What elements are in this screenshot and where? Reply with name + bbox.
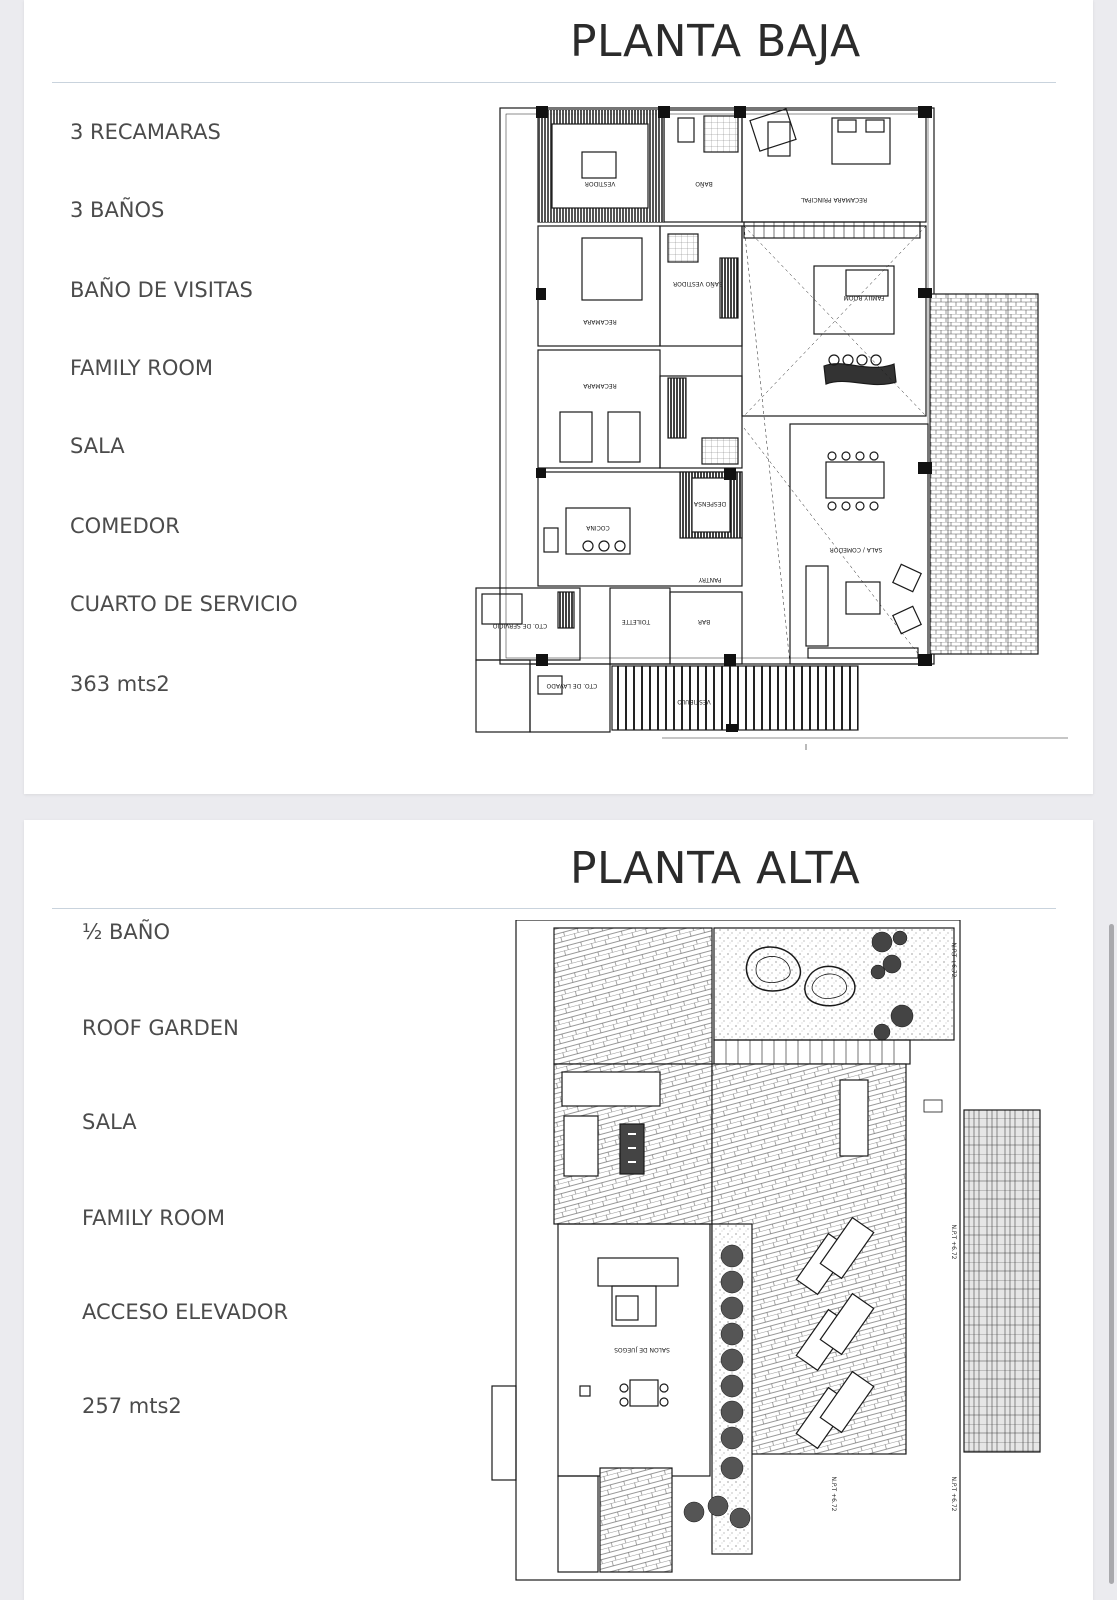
- feature-item: 363 mts2: [70, 672, 170, 696]
- label-bano: BAÑO: [695, 180, 713, 187]
- label-despensa: DESPENSA: [693, 500, 727, 507]
- label-vestibulo: VESTIBULO: [677, 698, 711, 705]
- upper-floor-title: PLANTA ALTA: [570, 843, 861, 894]
- label-recamara-principal: RECAMARA PRINCIPAL: [800, 196, 868, 203]
- feature-item: SALA: [82, 1110, 137, 1134]
- label-vestidor: VESTIDOR: [584, 180, 616, 187]
- feature-item: 257 mts2: [82, 1394, 182, 1418]
- upper-floor-card: [24, 820, 1093, 1600]
- feature-item: SALA: [70, 434, 125, 458]
- label-cto-lavado: CTO. DE LAVADO: [546, 682, 598, 689]
- feature-item: ACCESO ELEVADOR: [82, 1300, 289, 1324]
- feature-item: COMEDOR: [70, 514, 180, 538]
- label-bar: BAR: [697, 618, 711, 625]
- feature-item: 3 RECAMARAS: [70, 120, 221, 144]
- label-salon-juegos: SALON DE JUEGOS: [614, 1346, 670, 1353]
- label-npt: N.P.T +6.72: [950, 942, 957, 978]
- label-bano-vestidor: BAÑO VESTIDOR: [673, 280, 723, 287]
- label-npt: N.P.T +6.72: [950, 1224, 957, 1260]
- ground-floor-card: [24, 0, 1093, 794]
- feature-item: ROOF GARDEN: [82, 1016, 239, 1040]
- label-npt: N.P.T +6.72: [830, 1476, 837, 1512]
- label-sala-comedor: SALA / COMEDOR: [829, 546, 883, 553]
- label-npt: N.P.T +6.72: [950, 1476, 957, 1512]
- feature-item: FAMILY ROOM: [70, 356, 214, 380]
- title-divider: [52, 908, 1056, 909]
- label-family-room: FAMILY ROOM: [843, 294, 885, 301]
- feature-item: ½ BAÑO: [82, 920, 171, 944]
- vertical-scrollbar[interactable]: [1109, 924, 1114, 1584]
- ground-floor-plan: [448, 98, 1068, 758]
- label-recamara: RECAMARA: [583, 318, 617, 325]
- label-recamara: RECAMARA: [583, 382, 617, 389]
- feature-item: CUARTO DE SERVICIO: [70, 592, 298, 616]
- label-toilette: TOILETTE: [621, 618, 651, 625]
- upper-floor-plan: [462, 920, 1062, 1600]
- label-pantry: PANTRY: [698, 576, 722, 583]
- feature-item: FAMILY ROOM: [82, 1206, 226, 1230]
- label-cto-servicio: CTO. DE SERVICIO: [492, 622, 548, 629]
- feature-item: BAÑO DE VISITAS: [70, 278, 253, 302]
- label-cocina: COCINA: [586, 524, 610, 531]
- feature-item: 3 BAÑOS: [70, 198, 165, 222]
- title-divider: [52, 82, 1056, 83]
- ground-floor-title: PLANTA BAJA: [570, 16, 861, 67]
